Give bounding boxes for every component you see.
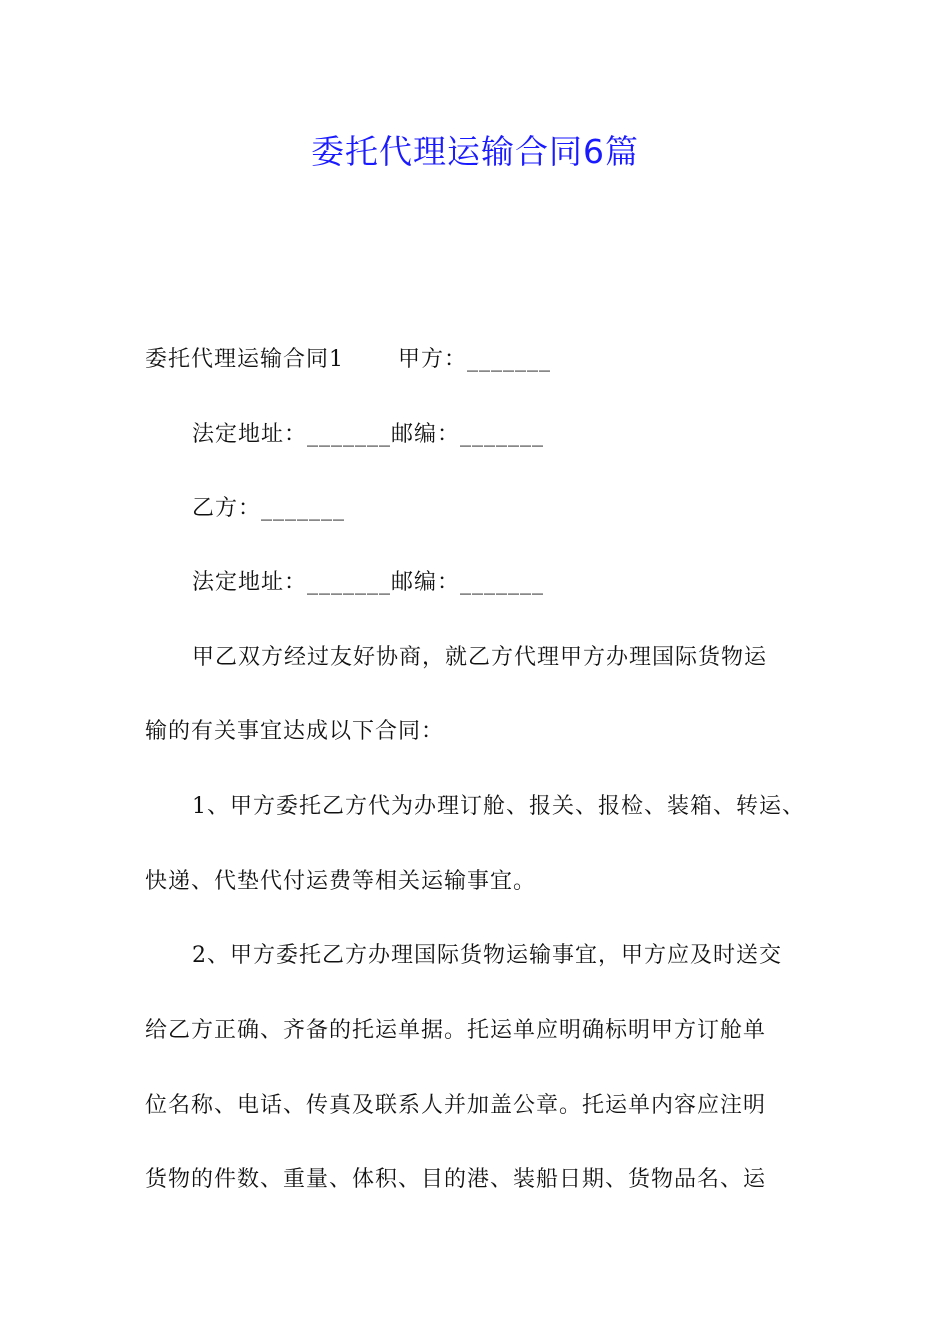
contract-heading: 委托代理运输合同1 [145,347,344,372]
contract-heading-line [145,344,551,376]
clause-2-line-2: 给乙方正确、齐备的托运单据。托运单应明确标明甲方订舱单 [145,1018,767,1043]
party-a-label: 甲方：_______ [398,347,552,372]
clause-2-line-4: 货物的件数、重量、体积、目的港、装船日期、货物品名、运 [145,1167,767,1192]
intro-paragraph-line-1: 甲乙双方经过友好协商，就乙方代理甲方办理国际货物运 [192,645,768,670]
intro-paragraph-line-2: 输的有关事宜达成以下合同： [145,719,445,744]
party-b-address: 法定地址：_______邮编：_______ [192,570,545,595]
clause-2-line-1: 2、甲方委托乙方办理国际货物运输事宜，甲方应及时送交 [192,943,782,968]
party-b-label: 乙方：_______ [192,496,346,521]
document-title: 委托代理运输合同6篇 [311,132,639,171]
party-a-address: 法定地址：_______邮编：_______ [192,422,545,447]
clause-2-line-3: 位名称、电话、传真及联系人并加盖公章。托运单内容应注明 [145,1093,767,1118]
clause-1-line-1: 1、甲方委托乙方代为办理订舱、报关、报检、装箱、转运、 [192,794,805,819]
clause-1-line-2: 快递、代垫代付运费等相关运输事宜。 [145,869,537,894]
